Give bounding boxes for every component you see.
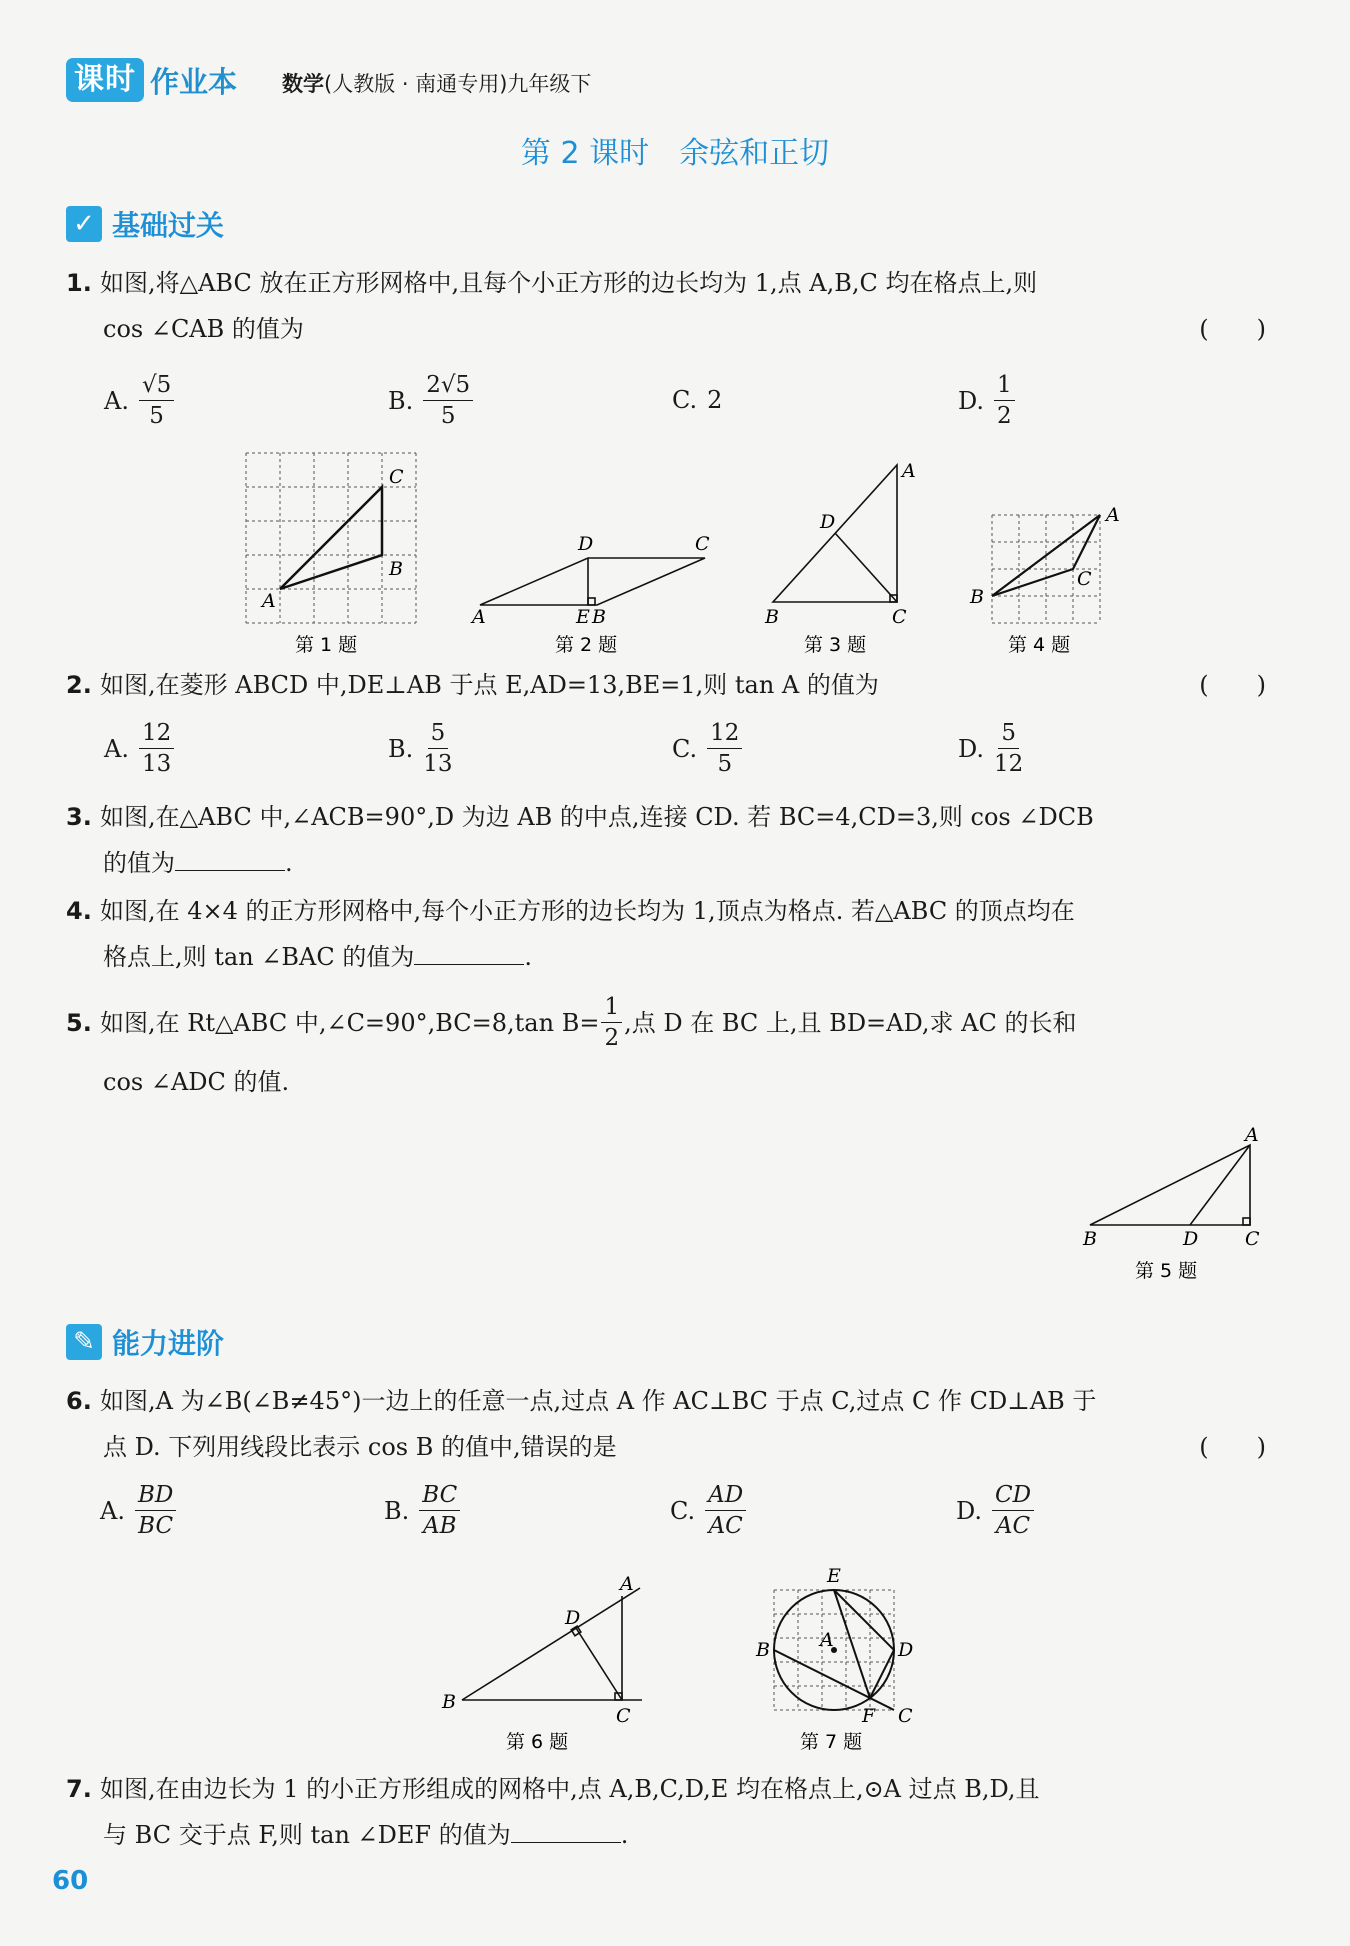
- fraction-den: 2: [997, 403, 1012, 429]
- fraction-num: BD: [135, 1480, 176, 1511]
- caption-fig1: 第 1 题: [295, 634, 358, 656]
- question-1: [66, 260, 1266, 352]
- fig2-label-c: C: [695, 533, 710, 555]
- logo-mark: 课时: [66, 58, 144, 102]
- fraction: [707, 718, 742, 779]
- fraction-den: 2: [604, 1025, 620, 1051]
- fig2-label-a: A: [472, 606, 486, 628]
- figures-row-2: [430, 1560, 950, 1760]
- fraction: [419, 1480, 460, 1541]
- answer-blank[interactable]: [175, 846, 285, 871]
- q1-option-c: [672, 386, 722, 414]
- question-7: 7. 如图,在由边长为 1 的小正方形组成的网格中,点 A,B,C,D,E 均在格点上,⊙A 过点 B,D,且 与 BC 交于点 F,则 tan ∠DEF 的值为 .: [66, 1766, 1266, 1858]
- section-basic-title: 基础过关: [112, 209, 225, 242]
- option-label: B.: [388, 734, 414, 763]
- option-label: C.: [670, 1496, 696, 1525]
- caption-fig6: 第 6 题: [506, 1731, 569, 1753]
- fig6-label-b: B: [442, 1691, 456, 1713]
- caption-fig3: 第 3 题: [804, 634, 867, 656]
- fraction-num: 1: [994, 370, 1015, 401]
- page-number: 60: [52, 1866, 89, 1896]
- fraction-num: AD: [705, 1480, 746, 1511]
- q6-answer-paren: ( ): [1199, 1433, 1266, 1461]
- option-text: 2: [707, 386, 723, 414]
- fig3-label-b: B: [765, 606, 779, 628]
- fig5-label-d: D: [1183, 1228, 1199, 1250]
- pencil-icon: ✎: [66, 1324, 102, 1360]
- figure-7: [774, 1590, 894, 1710]
- q6-option-c: [670, 1480, 746, 1541]
- fraction-den: AB: [422, 1513, 457, 1539]
- caption-fig5: 第 5 题: [1135, 1260, 1198, 1282]
- fraction-den: 12: [994, 751, 1024, 777]
- q4-number: 4.: [66, 897, 92, 925]
- edition: (人教版 · 南通专用)九年级下: [324, 72, 592, 96]
- q4-line1: 如图,在 4×4 的正方形网格中,每个小正方形的边长均为 1,顶点为格点. 若△ABC 的顶点均在: [100, 897, 1075, 925]
- option-label: A.: [104, 386, 129, 415]
- question-3: 3. 如图,在△ABC 中,∠ACB=90°,D 为边 AB 的中点,连接 CD. 若 BC=4,CD=3,则 cos ∠DCB 的值为 .: [66, 794, 1266, 886]
- q7-line2: 与 BC 交于点 F,则 tan ∠DEF 的值为: [103, 1821, 511, 1849]
- fraction: [994, 370, 1015, 431]
- fig3-label-d: D: [820, 511, 836, 533]
- q4-line2: 格点上,则 tan ∠BAC 的值为: [103, 943, 415, 971]
- fig5-label-c: C: [1245, 1228, 1260, 1250]
- fraction-num: BC: [419, 1480, 460, 1511]
- q2-text: 如图,在菱形 ABCD 中,DE⊥AB 于点 E,AD=13,BE=1,则 tan A 的值为: [100, 671, 879, 699]
- q6-option-d: [956, 1480, 1034, 1541]
- header-subject: [282, 68, 591, 98]
- fig3-label-c: C: [892, 606, 907, 628]
- option-label: B.: [388, 386, 414, 415]
- option-label: D.: [958, 734, 985, 763]
- fig4-label-b: B: [970, 586, 984, 608]
- q3-line1: 如图,在△ABC 中,∠ACB=90°,D 为边 AB 的中点,连接 CD. 若 BC=4,CD=3,则 cos ∠DCB: [100, 803, 1094, 831]
- fig1-label-c: C: [389, 466, 404, 488]
- fig3-label-a: A: [902, 460, 916, 482]
- fraction-den: 13: [141, 751, 172, 777]
- option-label: A.: [104, 734, 129, 763]
- q6-number: 6.: [66, 1387, 92, 1415]
- fig7-label-e: E: [827, 1565, 841, 1587]
- question-4: 4. 如图,在 4×4 的正方形网格中,每个小正方形的边长均为 1,顶点为格点. 若△ABC 的顶点均在 格点上,则 tan ∠BAC 的值为 .: [66, 888, 1266, 980]
- fraction-den: 13: [423, 751, 453, 777]
- fig6-label-c: C: [616, 1705, 631, 1727]
- fraction: [992, 1480, 1034, 1541]
- section-advanced: [66, 1322, 224, 1362]
- option-label: D.: [958, 386, 985, 415]
- fig7-label-a: A: [820, 1629, 834, 1651]
- checkbox-icon: ✓: [66, 206, 102, 242]
- fig4-label-c: C: [1077, 568, 1092, 590]
- question-5: [66, 992, 1266, 1105]
- fraction: [139, 718, 174, 779]
- caption-fig2: 第 2 题: [555, 634, 618, 656]
- fraction: [994, 718, 1023, 779]
- fraction-den: 5: [440, 403, 456, 429]
- fig1-label-a: A: [262, 590, 276, 612]
- fig1-label-b: B: [389, 558, 403, 580]
- option-label: A.: [100, 1496, 125, 1525]
- fig2-label-e: E: [576, 606, 590, 628]
- fraction: [423, 718, 452, 779]
- fraction-num: √5: [139, 370, 174, 401]
- q2-answer-paren: ( ): [1199, 671, 1266, 699]
- q5-line1b: ,点 D 在 BC 上,且 BD=AD,求 AC 的长和: [624, 1008, 1077, 1037]
- fraction: [423, 370, 473, 431]
- answer-blank[interactable]: [511, 1818, 621, 1843]
- answer-blank[interactable]: [414, 940, 524, 965]
- figure-5: [1075, 1120, 1275, 1290]
- caption-fig4: 第 4 题: [1008, 634, 1071, 656]
- lesson-title: 第 2 课时 余弦和正切: [520, 136, 830, 171]
- fig7-label-b: B: [756, 1639, 770, 1661]
- fig7-label-f: F: [862, 1705, 876, 1727]
- q1-line1: 如图,将△ABC 放在正方形网格中,且每个小正方形的边长均为 1,点 A,B,C 均在格点上,则: [100, 269, 1038, 297]
- fraction-den: BC: [138, 1513, 174, 1539]
- figure-2: [480, 558, 705, 605]
- q1-option-d: [958, 370, 1015, 431]
- fig2-label-b: B: [592, 606, 606, 628]
- fig6-label-d: D: [565, 1607, 581, 1629]
- q6-line2: 点 D. 下列用线段比表示 cos B 的值中,错误的是: [103, 1433, 617, 1461]
- fraction-num: 5: [998, 718, 1019, 749]
- q7-number: 7.: [66, 1775, 92, 1803]
- section-basic: [66, 204, 224, 244]
- figure-3: [773, 465, 897, 602]
- q1-option-b: [388, 370, 473, 431]
- fraction-num: 12: [139, 718, 174, 749]
- q5-number: 5.: [66, 1008, 92, 1037]
- q5-line1a: 如图,在 Rt△ABC 中,∠C=90°,BC=8,tan B=: [100, 1008, 600, 1037]
- fig7-label-c: C: [898, 1705, 913, 1727]
- option-label: D.: [956, 1496, 983, 1525]
- q6-line1: 如图,A 为∠B(∠B≠45°)一边上的任意一点,过点 A 作 AC⊥BC 于点 C,过点 C 作 CD⊥AB 于: [100, 1387, 1097, 1415]
- question-6: [66, 1378, 1266, 1470]
- fig2-label-d: D: [578, 533, 594, 555]
- section-advanced-title: 能力进阶: [112, 1327, 225, 1360]
- fraction-den: 5: [149, 403, 164, 429]
- fraction-num: 12: [707, 718, 742, 749]
- fraction-den: 5: [717, 751, 733, 777]
- logo-suffix: 作业本: [150, 64, 238, 99]
- q5-line2: cos ∠ADC 的值.: [103, 1068, 290, 1096]
- fig5-label-b: B: [1083, 1228, 1097, 1250]
- q2-option-a: [104, 718, 174, 779]
- fraction: [135, 1480, 176, 1541]
- fraction-num: 1: [601, 992, 622, 1023]
- fraction-num: 5: [428, 718, 449, 749]
- q1-line2: cos ∠CAB 的值为: [103, 315, 304, 343]
- question-2: [66, 662, 1266, 708]
- q2-option-b: [388, 718, 453, 779]
- fig4-label-a: A: [1106, 504, 1120, 526]
- fraction-num: CD: [992, 1480, 1034, 1511]
- fig7-label-d: D: [898, 1639, 914, 1661]
- option-label: C.: [672, 386, 698, 414]
- figure-6: [462, 1588, 642, 1700]
- fraction-num: 2√5: [423, 370, 473, 401]
- q7-line1: 如图,在由边长为 1 的小正方形组成的网格中,点 A,B,C,D,E 均在格点上,⊙A 过点 B,D,且: [100, 1775, 1040, 1803]
- q1-answer-paren: ( ): [1199, 315, 1266, 343]
- q1-number: 1.: [66, 269, 92, 297]
- q3-line2: 的值为: [103, 849, 175, 877]
- fraction: [139, 370, 174, 431]
- header-logo: [66, 58, 237, 102]
- option-label: B.: [384, 1496, 410, 1525]
- fig6-label-a: A: [620, 1573, 634, 1595]
- fig5-label-a: A: [1245, 1124, 1259, 1146]
- fraction: [601, 992, 622, 1053]
- option-label: C.: [672, 734, 698, 763]
- q2-option-c: [672, 718, 742, 779]
- q1-option-a: [104, 370, 174, 431]
- fraction-den: AC: [995, 1513, 1031, 1539]
- figures-row-1: [230, 445, 1230, 660]
- subject-name: 数学: [282, 72, 324, 96]
- q3-number: 3.: [66, 803, 92, 831]
- q6-option-a: [100, 1480, 176, 1541]
- caption-fig7: 第 7 题: [800, 1731, 863, 1753]
- fraction-den: AC: [708, 1513, 743, 1539]
- q2-number: 2.: [66, 671, 92, 699]
- q2-option-d: [958, 718, 1023, 779]
- q6-option-b: [384, 1480, 460, 1541]
- fraction: [705, 1480, 746, 1541]
